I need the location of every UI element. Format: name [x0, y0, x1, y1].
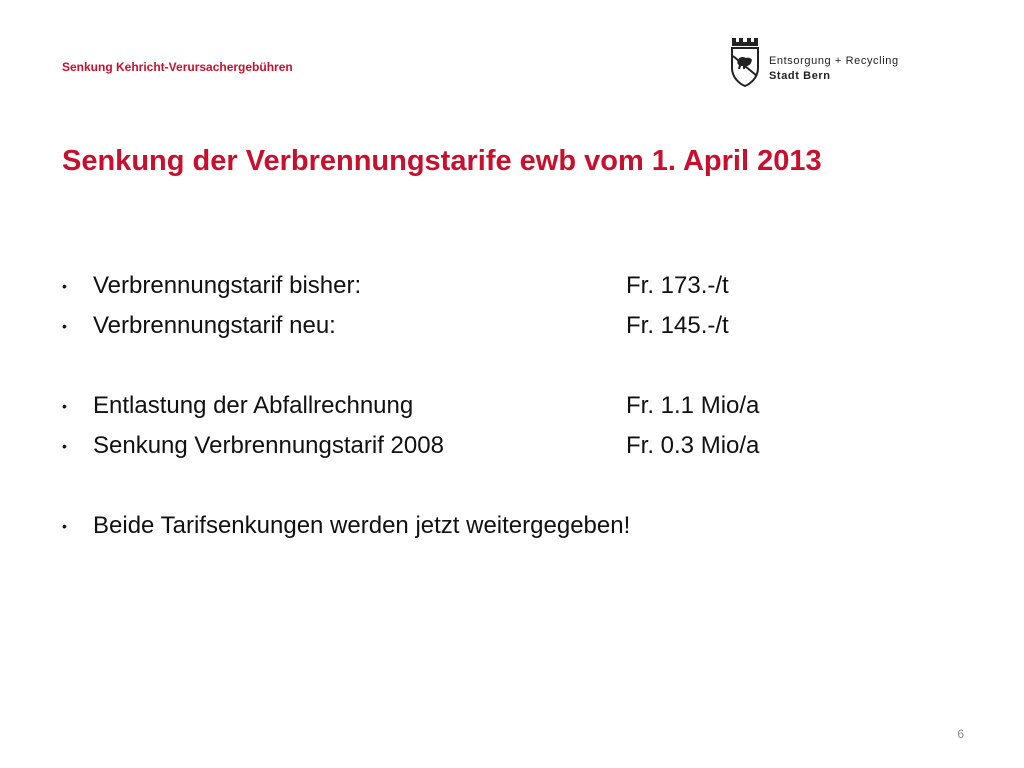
- logo-text-line2: Stadt Bern: [769, 70, 831, 82]
- list-item: [62, 506, 962, 546]
- logo-text-line1: Entsorgung + Recycling: [769, 55, 899, 67]
- bullet-value: Fr. 0.3 Mio/a: [626, 432, 760, 459]
- bullet-label: Verbrennungstarif bisher:: [93, 272, 362, 299]
- bullet-value: Fr. 1.1 Mio/a: [626, 392, 760, 419]
- bullet-marker: •: [62, 438, 67, 454]
- page-number: 6: [957, 727, 964, 741]
- bullet-label: Entlastung der Abfallrechnung: [93, 392, 414, 419]
- page-title: Senkung der Verbrennungstarife ewb vom 1. April 2013: [62, 145, 822, 177]
- list-item: [62, 306, 962, 346]
- bullet-value: Fr. 173.-/t: [626, 272, 729, 299]
- list-item: [62, 426, 962, 466]
- bullet-value: Fr. 145.-/t: [626, 312, 729, 339]
- header-subtitle: Senkung Kehricht-Verursachergebühren: [62, 60, 293, 74]
- bullet-marker: •: [62, 318, 67, 334]
- logo-entsorgung-recycling: [730, 36, 970, 88]
- bern-bear-crest-icon: [730, 36, 760, 88]
- bullet-marker: •: [62, 278, 67, 294]
- list-item: [62, 266, 962, 306]
- bullet-label: Senkung Verbrennungstarif 2008: [93, 432, 444, 459]
- bullet-marker: •: [62, 518, 67, 534]
- bullet-list: [62, 266, 962, 546]
- bullet-label: Beide Tarifsenkungen werden jetzt weitergegeben!: [93, 512, 631, 539]
- list-item: [62, 386, 962, 426]
- bullet-label: Verbrennungstarif neu:: [93, 312, 336, 339]
- bullet-marker: •: [62, 398, 67, 414]
